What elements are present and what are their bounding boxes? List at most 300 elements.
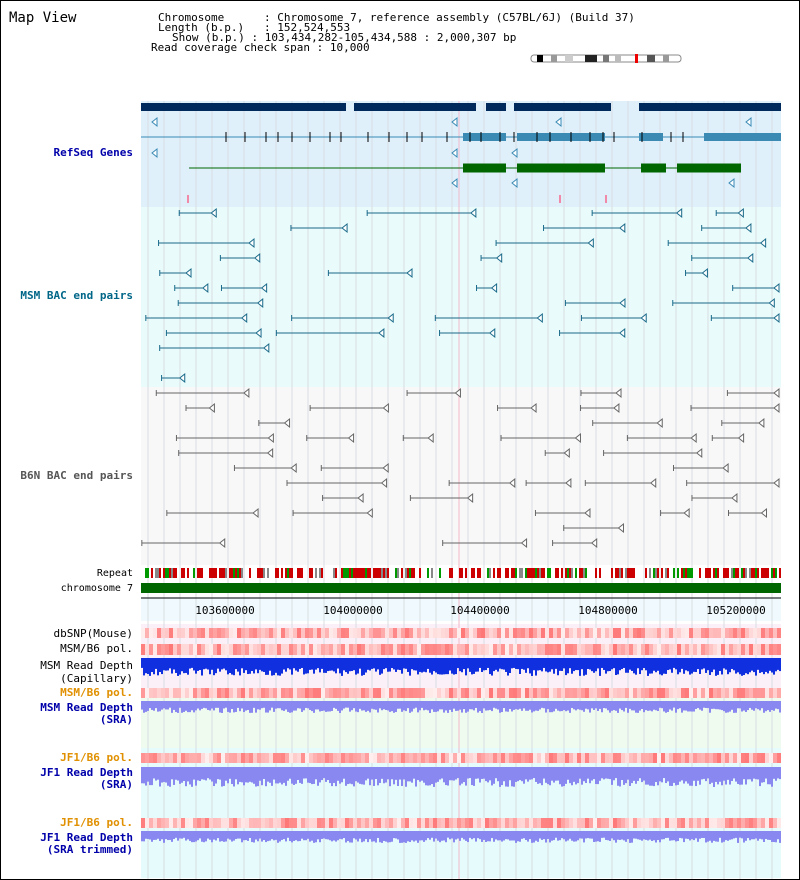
depth-bar (267, 658, 269, 675)
depth-bar (763, 701, 765, 713)
heat-cell (441, 628, 445, 638)
depth-bar (743, 767, 745, 779)
heat-cell (289, 688, 293, 698)
depth-bar (309, 767, 311, 783)
repeat-mark (357, 568, 359, 578)
depth-bar (207, 831, 209, 839)
heat-cell (561, 688, 565, 698)
depth-bar (767, 767, 769, 784)
heat-cell (253, 688, 257, 698)
heat-cell (161, 644, 165, 655)
depth-bar (461, 831, 463, 838)
heat-cell (565, 818, 569, 828)
depth-bar (705, 767, 707, 781)
repeat-mark (707, 568, 709, 578)
heat-cell (305, 753, 309, 763)
depth-bar (151, 831, 153, 842)
heat-cell (233, 628, 237, 638)
heat-cell (369, 818, 373, 828)
depth-bar (637, 831, 639, 839)
scale-tick-label: 104800000 (578, 604, 638, 617)
depth-bar (683, 701, 685, 710)
depth-bar (317, 658, 319, 668)
heat-cell (221, 753, 225, 763)
gene-block (141, 103, 346, 111)
heat-cell (685, 818, 689, 828)
heat-cell (341, 628, 345, 638)
repeat-mark (537, 568, 539, 578)
repeat-mark (507, 568, 509, 578)
depth-bar (543, 701, 545, 708)
depth-bar (219, 658, 221, 672)
repeat-mark (147, 568, 149, 578)
depth-bar (607, 658, 609, 671)
depth-bar (189, 767, 191, 784)
track-label-jf1-depth-sra: JF1 Read Depth (SRA) (40, 766, 133, 791)
pair-end-marker (512, 179, 517, 187)
depth-bar (605, 658, 607, 674)
depth-bar (649, 658, 651, 674)
repeat-mark (687, 568, 689, 578)
depth-bar (645, 767, 647, 785)
depth-bar (771, 701, 773, 710)
depth-bar (241, 831, 243, 842)
heat-cell (229, 628, 233, 638)
depth-bar (543, 831, 545, 839)
heat-cell (193, 628, 197, 638)
depth-bar (199, 658, 201, 670)
repeat-mark (193, 568, 195, 578)
heat-cell (493, 628, 497, 638)
depth-bar (587, 701, 589, 709)
heat-cell (421, 688, 425, 698)
depth-bar (413, 767, 415, 779)
depth-bar (379, 658, 381, 675)
heat-cell (181, 688, 185, 698)
depth-bar (707, 767, 709, 778)
depth-bar (197, 767, 199, 780)
heat-cell (473, 644, 477, 655)
depth-bar (629, 701, 631, 709)
repeat-mark (173, 568, 175, 578)
repeat-mark (561, 568, 563, 578)
depth-bar (403, 767, 405, 779)
depth-bar (537, 658, 539, 670)
depth-bar (645, 701, 647, 710)
depth-bar (255, 767, 257, 787)
depth-bar (343, 701, 345, 709)
depth-bar (439, 701, 441, 709)
depth-bar (153, 701, 155, 711)
heat-cell (485, 818, 489, 828)
depth-bar (775, 831, 777, 842)
heat-cell (313, 644, 317, 655)
depth-bar (183, 831, 185, 838)
heat-cell (777, 628, 781, 638)
depth-bar (491, 767, 493, 785)
heat-cell (485, 688, 489, 698)
heat-cell (233, 644, 237, 655)
repeat-mark (409, 568, 411, 578)
heat-cell (185, 628, 189, 638)
track-label-msm-bac[interactable]: MSM BAC end pairs (20, 289, 133, 302)
heat-cell (141, 644, 145, 655)
depth-bar (573, 701, 575, 709)
track-label-b6n-bac[interactable]: B6N BAC end pairs (20, 469, 133, 482)
depth-bar (697, 831, 699, 842)
pair-end-marker (746, 224, 751, 232)
depth-bar (653, 658, 655, 671)
depth-bar (475, 658, 477, 672)
depth-bar (587, 767, 589, 779)
depth-bar (553, 701, 555, 711)
depth-bar (355, 831, 357, 839)
heat-cell (489, 644, 493, 655)
heat-cell (457, 644, 461, 655)
depth-bar (383, 658, 385, 669)
depth-bar (599, 831, 601, 842)
pair-end-marker (537, 314, 542, 322)
depth-bar (385, 767, 387, 783)
heat-cell (733, 818, 737, 828)
pair-end-marker (152, 149, 157, 157)
depth-bar (727, 701, 729, 712)
heat-cell (325, 688, 329, 698)
depth-bar (505, 767, 507, 787)
depth-bar (191, 831, 193, 842)
heat-cell (361, 753, 365, 763)
heat-cell (549, 628, 553, 638)
repeat-mark (657, 568, 659, 578)
depth-bar (221, 658, 223, 669)
depth-bar (701, 767, 703, 779)
heat-cell (477, 644, 481, 655)
heat-cell (429, 753, 433, 763)
repeat-mark (541, 568, 543, 578)
depth-bar (545, 831, 547, 843)
heat-cell (745, 753, 749, 763)
depth-bar (739, 658, 741, 674)
depth-bar (353, 701, 355, 708)
repeat-mark (369, 568, 371, 578)
repeat-mark (779, 568, 781, 578)
heat-cell (397, 818, 401, 828)
depth-bar (497, 831, 499, 840)
heat-cell (649, 818, 653, 828)
heat-cell (261, 644, 265, 655)
repeat-mark (543, 568, 545, 578)
depth-bar (163, 767, 165, 782)
depth-bar (617, 831, 619, 840)
heat-cell (677, 818, 681, 828)
heat-cell (621, 753, 625, 763)
depth-bar (341, 767, 343, 782)
depth-bar (619, 658, 621, 670)
heat-cell (777, 818, 781, 828)
heat-cell (285, 753, 289, 763)
heat-cell (673, 644, 677, 655)
pair-end-marker (748, 254, 753, 262)
depth-bar (237, 701, 239, 708)
depth-bar (593, 658, 595, 673)
depth-bar (707, 658, 709, 670)
depth-bar (415, 658, 417, 670)
heat-cell (357, 644, 361, 655)
heat-cell (733, 753, 737, 763)
heat-cell (141, 628, 145, 638)
heat-cell (157, 818, 161, 828)
depth-bar (625, 701, 627, 708)
heat-cell (549, 644, 553, 655)
heat-cell (525, 628, 529, 638)
repeat-mark (277, 568, 279, 578)
depth-bar (335, 701, 337, 709)
heat-cell (773, 753, 777, 763)
repeat-mark (765, 568, 767, 578)
repeat-mark (535, 568, 537, 578)
depth-bar (757, 767, 759, 779)
depth-bar (245, 701, 247, 711)
depth-bar (147, 767, 149, 782)
depth-bar (719, 701, 721, 710)
heat-cell (337, 688, 341, 698)
repeat-mark (209, 568, 211, 578)
depth-bar (673, 767, 675, 783)
heat-cell (289, 644, 293, 655)
depth-bar (377, 701, 379, 713)
heat-cell (633, 628, 637, 638)
depth-bar (231, 767, 233, 784)
heat-cell (253, 818, 257, 828)
depth-bar (311, 767, 313, 784)
depth-bar (349, 831, 351, 842)
depth-bar (391, 658, 393, 668)
coverage-label: Read coverage check span (151, 41, 310, 54)
depth-bar (187, 658, 189, 675)
repeat-mark (497, 568, 499, 578)
depth-bar (559, 658, 561, 671)
heat-cell (545, 753, 549, 763)
depth-bar (323, 701, 325, 711)
heat-cell (505, 688, 509, 698)
depth-bar (509, 767, 511, 780)
depth-bar (595, 701, 597, 708)
depth-bar (221, 767, 223, 787)
heat-cell (249, 628, 253, 638)
heat-cell (345, 644, 349, 655)
genome-tracks[interactable] (1, 1, 799, 879)
repeat-mark (401, 568, 403, 578)
pair-end-marker (388, 314, 393, 322)
depth-bar (695, 658, 697, 672)
depth-bar (587, 658, 589, 669)
depth-bar (429, 701, 431, 713)
depth-bar (155, 701, 157, 708)
depth-bar (253, 831, 255, 843)
depth-bar (243, 658, 245, 673)
depth-bar (517, 831, 519, 841)
track-label-msm-b6-pol-2: MSM/B6 pol. (60, 686, 133, 699)
heat-cell (385, 628, 389, 638)
heat-cell (385, 753, 389, 763)
depth-bar (463, 701, 465, 709)
heat-cell (529, 818, 533, 828)
depth-bar (765, 658, 767, 672)
heat-cell (405, 644, 409, 655)
heat-cell (597, 688, 601, 698)
depth-bar (295, 767, 297, 784)
heat-cell (741, 753, 745, 763)
depth-bar (591, 767, 593, 781)
pair-end-marker (566, 479, 571, 487)
depth-bar (223, 767, 225, 786)
depth-bar (639, 767, 641, 778)
depth-bar (357, 701, 359, 712)
depth-bar (257, 831, 259, 841)
depth-bar (181, 701, 183, 713)
heat-cell (161, 753, 165, 763)
depth-bar (351, 701, 353, 710)
heat-cell (409, 753, 413, 763)
gene-block (641, 164, 666, 173)
heat-cell (445, 628, 449, 638)
heat-cell (329, 628, 333, 638)
depth-bar (581, 767, 583, 785)
depth-bar (705, 831, 707, 842)
depth-bar (179, 767, 181, 784)
depth-bar (701, 658, 703, 669)
depth-bar (449, 701, 451, 710)
depth-bar (505, 701, 507, 711)
heat-cell (545, 628, 549, 638)
depth-bar (231, 701, 233, 709)
depth-bar (729, 831, 731, 840)
depth-bar (655, 658, 657, 672)
depth-bar (223, 658, 225, 669)
heat-cell (513, 688, 517, 698)
heat-cell (381, 644, 385, 655)
depth-bar (165, 831, 167, 839)
depth-bar (283, 767, 285, 783)
depth-bar (309, 701, 311, 710)
depth-bar (737, 831, 739, 843)
heat-cell (453, 628, 457, 638)
depth-bar (649, 701, 651, 711)
depth-bar (763, 767, 765, 782)
depth-bar (515, 658, 517, 669)
depth-bar (745, 658, 747, 673)
heat-cell (285, 628, 289, 638)
heat-cell (405, 818, 409, 828)
depth-bar (481, 767, 483, 779)
depth-bar (773, 701, 775, 711)
depth-bar (623, 767, 625, 785)
heat-cell (593, 818, 597, 828)
depth-bar (267, 831, 269, 841)
depth-bar (447, 701, 449, 713)
depth-bar (589, 767, 591, 783)
heat-cell (165, 688, 169, 698)
heat-cell (429, 644, 433, 655)
depth-bar (319, 767, 321, 782)
heat-cell (717, 628, 721, 638)
depth-bar (167, 658, 169, 670)
heat-cell (157, 644, 161, 655)
depth-bar (391, 831, 393, 842)
heat-cell (257, 753, 261, 763)
depth-bar (455, 701, 457, 711)
depth-bar (313, 831, 315, 843)
depth-bar (499, 831, 501, 840)
track-label-msm-b6-pol-1: MSM/B6 pol. (60, 642, 133, 655)
repeat-mark (625, 568, 627, 578)
depth-bar (767, 831, 769, 840)
depth-bar (549, 767, 551, 785)
depth-bar (423, 831, 425, 842)
pair-end-marker (774, 314, 779, 322)
heat-cell (269, 644, 273, 655)
heat-cell (653, 644, 657, 655)
heat-cell (405, 753, 409, 763)
heat-cell (625, 644, 629, 655)
track-label-refseq[interactable]: RefSeq Genes (53, 146, 133, 159)
heat-cell (165, 628, 169, 638)
heat-cell (169, 818, 173, 828)
depth-bar (639, 658, 641, 674)
depth-bar (319, 701, 321, 711)
heat-cell (381, 818, 385, 828)
heat-cell (661, 753, 665, 763)
heat-cell (765, 818, 769, 828)
heat-cell (737, 818, 741, 828)
heat-cell (657, 688, 661, 698)
heat-cell (533, 688, 537, 698)
repeat-mark (427, 568, 429, 578)
repeat-mark (527, 568, 529, 578)
repeat-mark (653, 568, 655, 578)
heat-cell (177, 628, 181, 638)
depth-bar (503, 701, 505, 708)
depth-bar (531, 767, 533, 779)
depth-bar (579, 658, 581, 676)
heat-cell (249, 688, 253, 698)
heat-cell (573, 688, 577, 698)
depth-bar (707, 831, 709, 842)
heat-cell (201, 644, 205, 655)
heat-cell (701, 753, 705, 763)
heat-cell (381, 753, 385, 763)
depth-bar (311, 701, 313, 711)
heat-cell (293, 628, 297, 638)
repeat-mark (223, 568, 225, 578)
depth-bar (175, 701, 177, 712)
depth-bar (685, 701, 687, 711)
depth-bar (263, 831, 265, 840)
depth-bar (635, 831, 637, 839)
depth-bar (777, 701, 779, 709)
depth-bar (225, 831, 227, 841)
depth-bar (385, 701, 387, 710)
heat-cell (337, 753, 341, 763)
depth-bar (643, 767, 645, 781)
heat-cell (701, 688, 705, 698)
depth-bar (331, 658, 333, 671)
depth-bar (707, 701, 709, 708)
depth-bar (335, 767, 337, 786)
depth-bar (227, 767, 229, 783)
heat-cell (333, 628, 337, 638)
depth-bar (333, 658, 335, 671)
